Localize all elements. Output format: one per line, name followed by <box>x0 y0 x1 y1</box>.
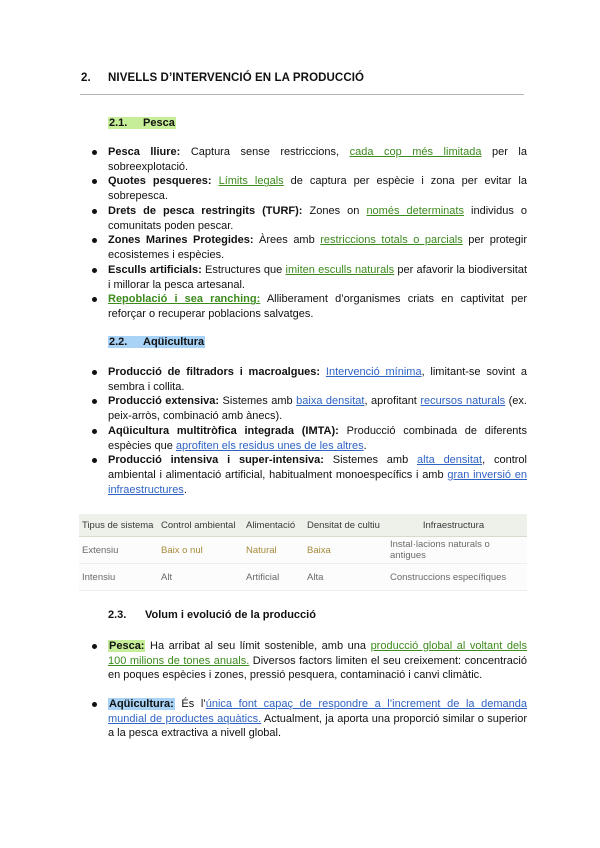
item-link[interactable]: baixa densitat <box>296 395 365 408</box>
item-text: Actualment, ja aporta una proporció similar o superior a la pesca extractiva a nivell global. <box>108 712 527 740</box>
item-link[interactable]: aprofiten els residus unes de les altres <box>175 439 364 452</box>
item-text: Sistemes amb <box>219 395 297 408</box>
table-header-cell: Alimentació <box>243 514 304 537</box>
item-text: per la sobreexplotació. <box>108 146 527 173</box>
section-heading <box>81 72 364 84</box>
list-item <box>91 263 527 292</box>
table-cell: Alt <box>158 564 243 591</box>
item-text: , aprofitant <box>364 395 421 408</box>
subsection-number: 2.1. <box>109 117 128 129</box>
item-text: per protegir ecosistemes i espècies. <box>108 234 528 262</box>
table-header-cell: Tipus de sistema <box>79 514 158 537</box>
subsection-highlight <box>108 117 176 129</box>
item-link[interactable]: Límits legals <box>218 175 284 188</box>
subsection-heading-aquicultura <box>108 336 205 348</box>
table-cell: Construccions específiques <box>380 564 527 591</box>
item-text: Producció combinada de diferents espècies que <box>108 424 527 452</box>
item-link[interactable]: alta densitat <box>417 454 483 467</box>
item-term: Aqüicultura multitròfica integrada (IMTA): <box>108 424 339 437</box>
item-text: Àrees amb <box>253 234 321 247</box>
item-text: Alliberament d’organismes criats en captivitat per reforçar o recuperar poblacions salvatges. <box>108 293 527 321</box>
table-cell: Alta <box>304 564 380 591</box>
item-text: Ha arribat al seu límit sostenible, amb una <box>145 640 371 652</box>
item-text <box>212 175 219 187</box>
table-row <box>79 537 527 564</box>
item-term: Producció intensiva i super-intensiva: <box>108 454 324 467</box>
item-text: per afavorir la biodiversitat i millorar la pesca artesanal. <box>108 263 528 291</box>
table-cell: Baix o nul <box>158 537 243 564</box>
table-header-cell: Densitat de cultiu <box>304 514 380 537</box>
subsection-title: Volum i evolució de la producció <box>145 609 316 621</box>
pesca-bullet-list <box>91 145 527 322</box>
item-text: Sistemes amb <box>323 454 418 467</box>
item-link[interactable]: cada cop més limitada <box>349 146 482 158</box>
item-term-link[interactable]: Repoblació i sea ranching: <box>108 293 261 306</box>
item-text: És l’ <box>174 698 206 710</box>
volum-bullet-list-pesca <box>91 639 527 683</box>
table-cell: Extensiu <box>79 537 158 564</box>
item-link[interactable]: només determinats <box>366 204 464 217</box>
item-text: Zones on <box>302 204 367 217</box>
item-term: Pesca: <box>109 640 145 652</box>
item-text: individus o comunitats poden pescar. <box>108 204 528 232</box>
item-term: Esculls artificials: <box>108 263 202 276</box>
subsection-title: Aqüicultura <box>143 336 205 348</box>
list-item <box>91 145 527 174</box>
item-text: (ex. peix-arròs, combinació amb ànecs). <box>108 395 527 423</box>
item-term: Pesca lliure: <box>108 146 181 158</box>
list-item <box>91 424 527 453</box>
item-term: Aqüicultura: <box>109 698 174 710</box>
item-link[interactable]: Intervenció mínima <box>325 366 422 378</box>
section-number: 2. <box>81 72 91 84</box>
table-header-cell: Control ambiental <box>158 514 243 537</box>
list-item <box>91 453 527 497</box>
table-row <box>79 564 527 591</box>
table-cell: Instal·lacions naturals o antigues <box>380 537 527 564</box>
section-title: NIVELLS D’INTERVENCIÓ EN LA PRODUCCIÓ <box>108 72 365 84</box>
heading-divider <box>80 94 524 95</box>
comparison-table <box>79 514 527 591</box>
list-item <box>91 639 527 683</box>
list-item <box>91 292 527 321</box>
item-text: . <box>363 439 367 452</box>
item-link[interactable]: producció global al voltant dels 100 milions de tones anuals. <box>108 640 528 667</box>
subsection-heading-volum <box>108 609 316 621</box>
item-term: Drets de pesca restringits (TURF): <box>108 204 303 217</box>
item-link[interactable]: restriccions totals o parcials <box>320 234 463 247</box>
table-header-cell: Infraestructura <box>380 514 527 537</box>
item-link[interactable]: gran inversió en infraestructures <box>108 469 527 496</box>
list-item <box>91 174 527 203</box>
list-item <box>91 204 527 233</box>
table-cell: Natural <box>243 537 304 564</box>
item-link[interactable]: única font capaç de respondre a l’increment de la demanda mundial de productes aquàtics. <box>108 698 527 725</box>
list-item <box>91 394 527 423</box>
item-term: Quotes pesqueres: <box>108 175 212 188</box>
list-item <box>91 697 527 741</box>
aquicultura-bullet-list <box>91 365 527 498</box>
item-text: , limitant-se sovint a sembra i collita. <box>108 366 527 393</box>
list-item <box>91 233 527 262</box>
item-link[interactable]: recursos naturals <box>420 395 506 408</box>
subsection-heading-pesca <box>108 117 176 129</box>
subsection-highlight <box>108 336 205 348</box>
item-term: Zones Marines Protegides: <box>108 234 254 247</box>
table-cell: Intensiu <box>79 564 158 591</box>
table-cell: Artificial <box>243 564 304 591</box>
list-item <box>91 365 527 394</box>
item-text: . <box>183 483 187 496</box>
item-text: Captura sense restriccions, <box>180 146 350 158</box>
item-text: Diversos factors limiten el seu creixement: concentració en poques espècies i zones, pressió pesquera, contaminació i canvi climàtic. <box>108 654 527 682</box>
item-term: Producció de filtradors i macroalgues: <box>108 366 321 378</box>
subsection-title: Pesca <box>143 117 175 129</box>
item-text: de captura per espècie i zona per evitar la sobrepesca. <box>108 175 527 203</box>
item-text: , control ambiental i alimentació artificial, habitualment monoespecífics i amb <box>108 454 527 482</box>
volum-bullet-list-aquicultura <box>91 697 527 741</box>
subsection-number: 2.3. <box>108 609 127 621</box>
item-link[interactable]: imiten esculls naturals <box>285 263 395 276</box>
item-text: Estructures que <box>201 263 286 276</box>
table-cell: Baixa <box>304 537 380 564</box>
item-term: Producció extensiva: <box>108 395 220 408</box>
subsection-number: 2.2. <box>109 336 128 348</box>
table-header-row <box>79 514 527 537</box>
